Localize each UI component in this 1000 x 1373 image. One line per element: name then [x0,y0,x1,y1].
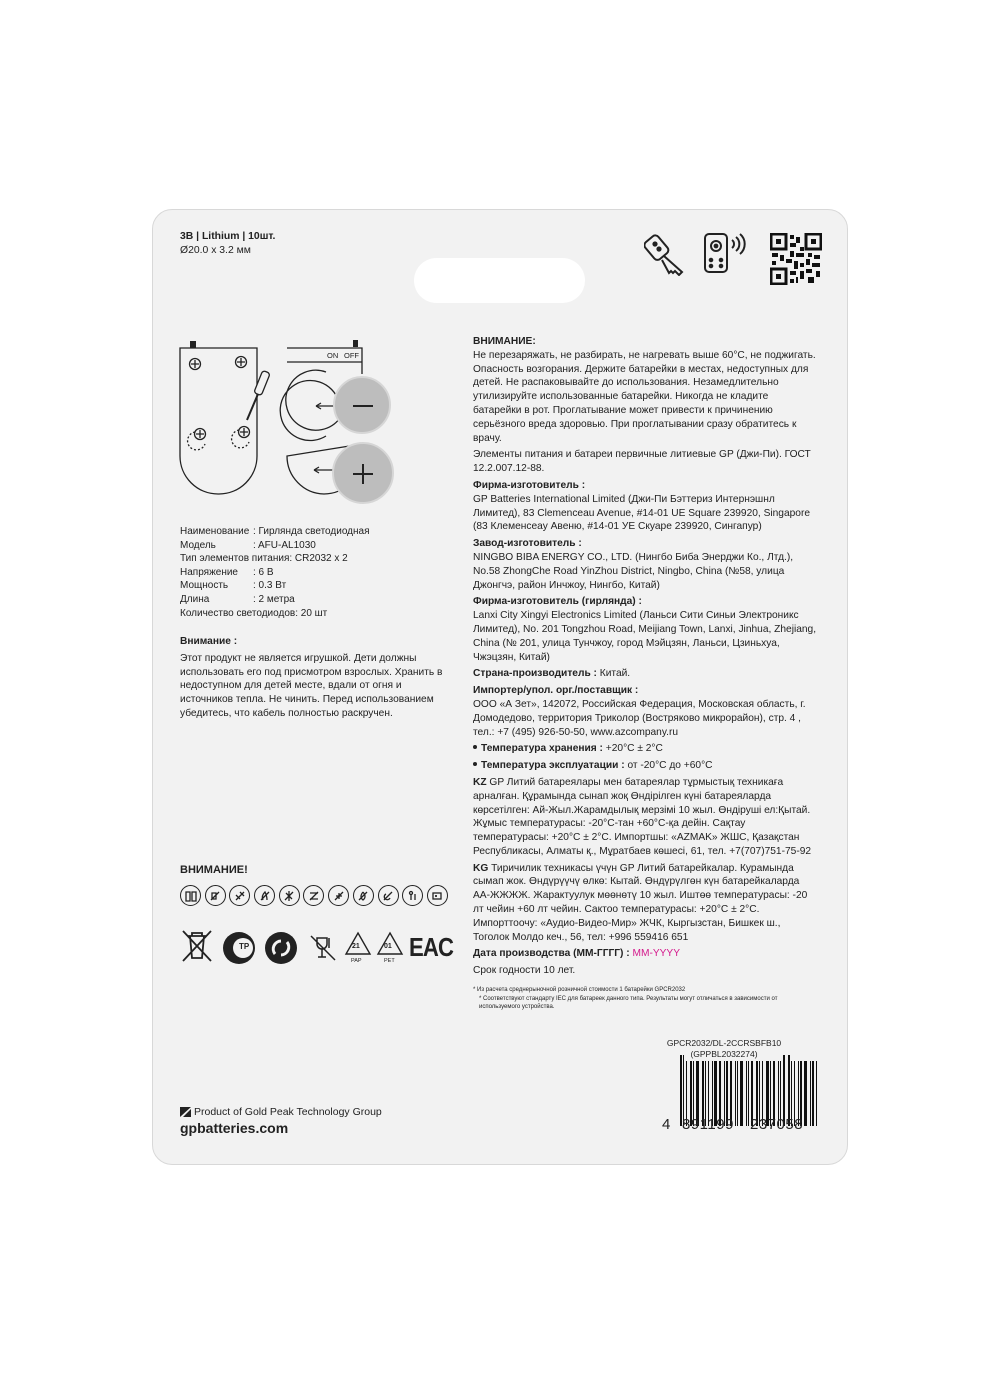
spec-line-2: Ø20.0 x 3.2 мм [180,245,251,256]
battery-plus [332,442,394,504]
plant-title: Завод-изготовитель : [473,538,582,550]
battery-installation-diagram [176,336,396,516]
barcode-bar [804,1061,807,1126]
storage-temp-row: Температура хранения : +20°С ± 2°С [473,742,818,756]
operating-temp-row: Температура эксплуатации : от -20°С до +60°С [473,759,818,773]
warning-text: Не перезаряжать, не разбирать, не нагревать выше 60°С, не поджигать. Опасность возгорания. Держите батарейки в местах, недоступных для детей. Не распаковывайте до использования. Незамедлительно утилизируйте использованные батарейки. Никогда не кладите батарейки в рот. Проглатывание может привести к причинению серьёзного вреда здоровью. При проглатывании сразу обратитесь к врачу. [473,349,816,444]
website-link[interactable]: gpbatteries.com [180,1120,289,1136]
spec-length-row: Длина : 2 метра [180,593,295,605]
certification-marks [180,928,454,968]
hang-hole [414,258,585,303]
barcode-bar [737,1061,738,1126]
kg-text: KG Тиричилик техникасы үчүн GP Литий батарейкалар. Курамында сымап жок. Өндүрүүчү өлкө: Кытай. Өндүрүлгөн күн батарейкаларда АА-ЖЖЖЖ. Жарактуулук мөөнөтү 10 жыл. Иштөө температурасы: -20 лт чейин +60 лт чейин. Сактоо температурасы: +20°С ± 2°С. Импорттоочу: «Аудио-Видео-Мир» ЖЧК, Кыргызстан, Бишкек ш., Тоголок Молдо кеч., 56, тел: +996 559416 651 [473,862,808,943]
production-date-row: Дата производства (ММ-ГГГГ) : MM-YYYY [473,948,681,960]
recycle-pap-number: 21 [352,943,360,950]
left-warning-text: Этот продукт не является игрушкой. Дети должны использовать его под присмотром взрослых. Хранить в недоступном для детей месте, вдали от огня и источников тепла. Не чинить. Перед использованием убедитесь, что кабель полностью раскручен. [180,652,443,719]
importer-title: Импортер/упол. орг./поставщик : [473,685,639,697]
eac-gost-mark: TP [223,932,255,964]
gold-peak-logo-icon [180,1107,191,1117]
shelf-life: Срок годности 10 лет. [473,965,576,977]
no-swallow-icon [378,885,399,906]
glass-fork-icon [307,932,339,964]
no-mixing-icon [328,885,349,906]
keep-from-children-icon [402,885,423,906]
no-heat-icon [254,885,275,906]
product-code-line-2: (GPPBL2032274) [690,1049,758,1059]
spec-voltage-row: Напряжение : 6 В [180,566,274,578]
warning-pictograms [180,885,452,906]
eac-mark: EAC [409,932,454,962]
barcode-bar [748,1061,749,1126]
specs-table [180,525,370,620]
product-code-line-1: GPCR2032/DL-2CCRSBFB10 [666,1038,782,1048]
manufacturer-text: GP Batteries International Limited (Джи-Пи Бэттериз Интернэшнл Лимитед), 83 Clemenceau Avenue, #14-01 UE Square 239920, Singapore (83 Клеменсеау Авеню, #14-01 УЕ Скуаре 239920, Сингапур) [473,493,811,533]
footnote-2: * Соответствуют стандарту IEC для батареек данного типа. Результаты могут отличаться в зависимости от используемого устройства. [479,995,778,1011]
barcode-bar [740,1061,743,1126]
spec-model-row: Модель : AFU-AL1030 [180,539,316,551]
read-manual-icon [180,885,201,906]
minus-icon [353,405,373,407]
recycle-pet-number: 01 [384,943,392,950]
plant-text: NINGBO BIBA ENERGY CO., LTD. (Нингбо Биба Энерджи Ко., Лтд.), No.58 ZhongChe Road YinZhou District, Ningbo, China (№58, улица Джонгчэ, район Инчжоу, Нингбо, Китай) [473,551,794,591]
switch-on-label: ON [327,351,339,360]
weee-bin-icon [180,928,214,964]
barcode-left-digits: 891199 [682,1116,734,1133]
warning-title: ВНИМАНИЕ: [473,336,536,347]
left-warning-title: Внимание : [180,636,238,647]
barcode-bar [746,1061,747,1126]
recycle-pap-label: PAP [351,958,362,964]
barcode-first-digit: 4 [662,1116,671,1133]
pictogram-title: ВНИМАНИЕ! [180,864,248,876]
barcode-bar [735,1061,736,1126]
group-line [180,1106,382,1118]
spec-battery-row: Тип элементов питания : CR2032 x 2 [180,553,348,565]
importer-text: ООО «А Зет», 142072, Российская Федерация, Московская область, г. Домодедово, территория Триколор (Вострякoво микрорайон), стр. 4 , тел.: +7 (495) 926-50-50, www.azcompany.ru [473,698,806,738]
footnote-1: * Из расчета среднерыночной розничной стоимости 1 батарейки GPCR2032 [473,987,686,994]
right-column [473,335,818,1012]
garland-manufacturer-title: Фирма-изготовитель (гирлянда) : [473,596,642,608]
left-warning [180,635,452,721]
barcode-bar [810,1061,811,1126]
car-key-icon [644,232,688,276]
no-disassemble-icon [229,885,250,906]
no-charge-icon [205,885,226,906]
spec-power-row: Мощность : 0.3 Вт [180,580,287,592]
no-water-icon [353,885,374,906]
no-fire-icon [279,885,300,906]
barcode-right-digits: 237058 [750,1116,804,1133]
spec-led-count-row: Количество светодиодов : 20 шт [180,607,328,619]
group-text: Product of Gold Peak Technology Group [194,1106,382,1118]
barcode-bar [812,1061,814,1126]
manufacturer-title: Фирма-изготовитель : [473,479,586,491]
remote-control-icon [702,230,748,276]
battery-polarity-icon [427,885,448,906]
gost-text: Элементы питания и батареи первичные литиевые GP (Джи-Пи). ГОСТ 12.2.007.12-88. [473,449,811,475]
green-dot-icon [265,932,297,964]
recycle-pet-label: PET [384,958,395,964]
spec-line-1: 3В | Lithium | 10шт. [180,231,276,242]
switch-off-label: OFF [344,351,359,360]
country-row: Страна-производитель : Китай. [473,668,631,680]
kz-text: KZ GP Литий батареялары мен батареялар тұрмыстық техникаға арналған. Құрамында сынап жоқ Өндірілген күні батареяларда көрсетілген: Ай-Жыл.Жарамдылық мерзімі 10 жыл. Өндіруші ел:Қытай. Жұмыс температурасы: -20°С-тан +60°С-қа дейін. Сақтау температурасы: +20°С ± 2°С. Импортшы: «AZMAK» ЖШС, Қазақстан Республикасы, Алматы қ., Мұратбаев көшесі, 61, тел. +7(707)751-75-92 [473,776,812,857]
qr-code[interactable] [770,233,822,285]
spec-name-row: Наименование : Гирлянда светодиодная [180,526,370,537]
garland-manufacturer-text: Lanxi City Xingyi Electronics Limited (Ланьси Сити Синьи Электроникс Лимитед), No. 201 Tongzhou Road, Meijiang Town, Lanxi, Jinhua, Zhejiang, China (№ 201, улица Тунчжоу, город Мэйцзян, Ланьси, Цзиньхуа, Чжэцзян, Китай) [473,610,817,663]
battery-minus [333,376,391,434]
barcode-bar [816,1061,817,1126]
no-short-circuit-icon [303,885,324,906]
